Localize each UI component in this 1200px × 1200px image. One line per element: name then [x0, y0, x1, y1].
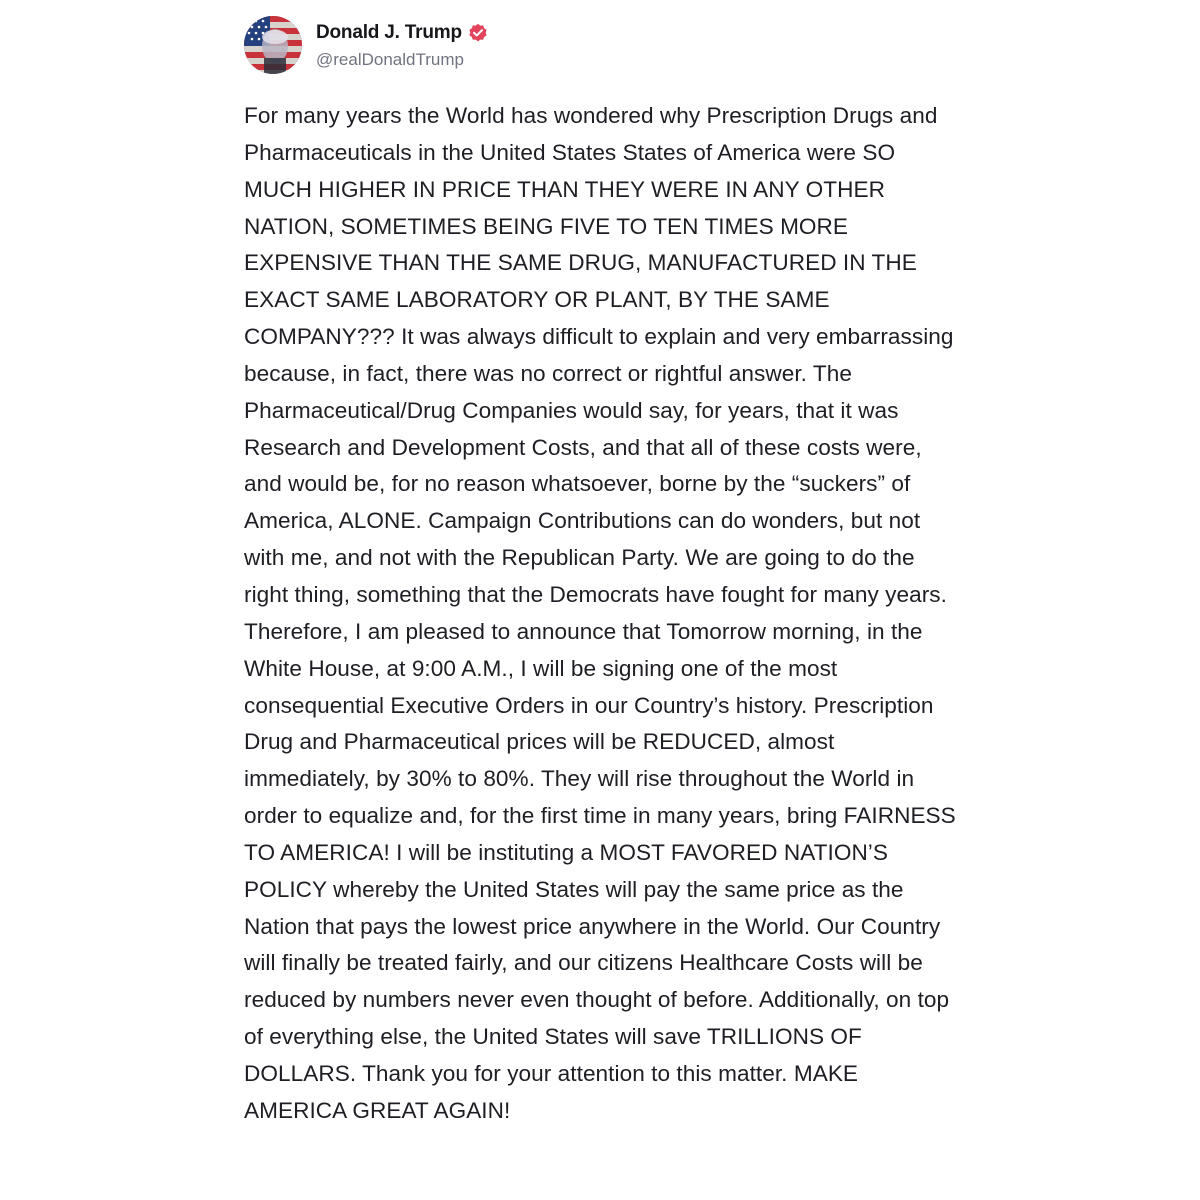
- post-body-text: For many years the World has wondered why Prescription Drugs and Pharmaceuticals in the United States States of America were SO MUCH HIGHER IN PRICE THAN THEY WERE IN ANY OTHER NATION, SOMETIMES BEING FIVE TO TEN TIMES MORE EXPENSIVE THAN THE SAME DRUG, MANUFACTURED IN THE EXACT SAME LABORATORY OR PLANT, BY THE SAME COMPANY??? It was always difficult to explain and very embarrassing because, in fact, there was no correct or rightful answer. The Pharmaceutical/Drug Companies would say, for years, that it was Research and Development Costs, and that all of these costs were, and would be, for no reason whatsoever, borne by the “suckers” of America, ALONE. Campaign Contributions can do wonders, but not with me, and not with the Republican Party. We are going to do the right thing, something that the Democrats have fought for many years. Therefore, I am pleased to announce that Tomorrow morning, in the White House, at 9:00 A.M., I will be signing one of the most consequential Executive Orders in our Country’s history. Prescription Drug and Pharmaceutical prices will be REDUCED, almost immediately, by 30% to 80%. They will rise throughout the World in order to equalize and, for the first time in many years, bring FAIRNESS TO AMERICA! I will be instituting a MOST FAVORED NATION’S POLICY whereby the United States will pay the same price as the Nation that pays the lowest price anywhere in the World. Our Country will finally be treated fairly, and our citizens Healthcare Costs will be reduced by numbers never even thought of before. Additionally, on top of everything else, the United States will save TRILLIONS OF DOLLARS. Thank you for your attention to this matter. MAKE AMERICA GREAT AGAIN!: [244, 103, 956, 1123]
- author-handle[interactable]: @realDonaldTrump: [316, 50, 464, 69]
- verified-badge-icon: [468, 23, 488, 43]
- post-card: [244, 16, 964, 1130]
- avatar[interactable]: [244, 16, 302, 74]
- post-header: [244, 16, 964, 74]
- avatar-image: [244, 16, 302, 74]
- author-name-row: [316, 20, 488, 46]
- author-display-name[interactable]: Donald J. Trump: [316, 22, 462, 43]
- author-info: [316, 20, 488, 70]
